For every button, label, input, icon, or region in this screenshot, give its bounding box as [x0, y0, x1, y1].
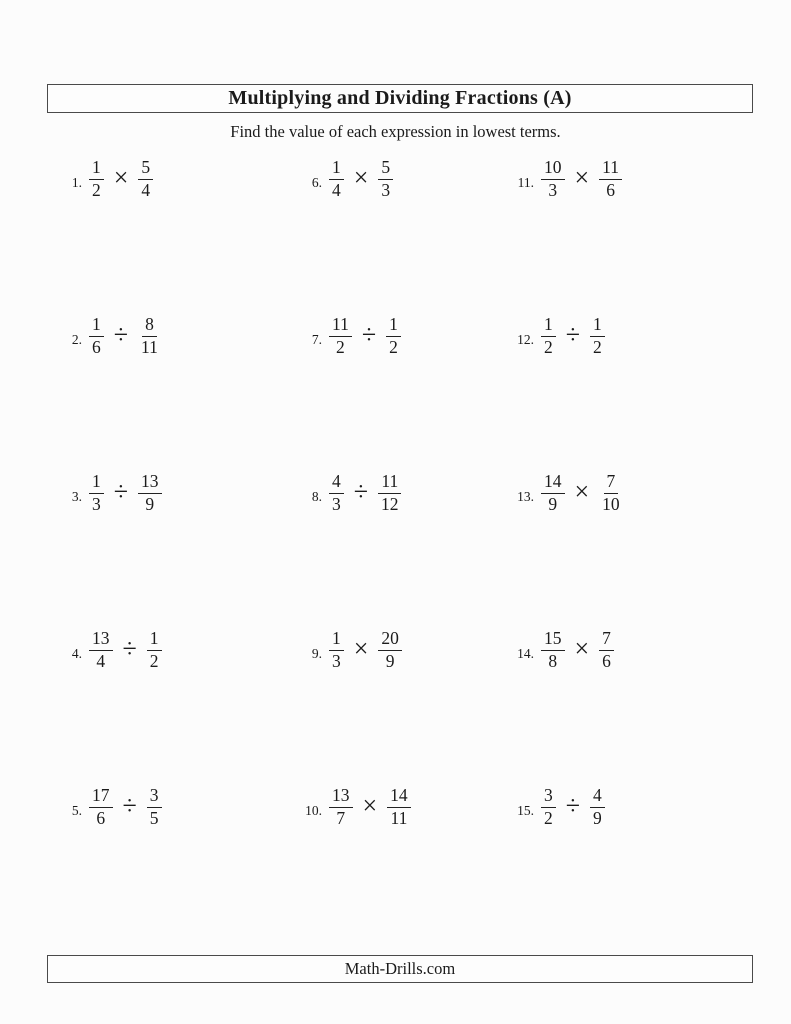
fraction: [329, 158, 344, 200]
numerator: 1: [590, 315, 605, 337]
operator: ×: [353, 634, 369, 663]
numerator: 13: [329, 786, 353, 808]
fraction: [599, 472, 623, 514]
numerator: 3: [541, 786, 556, 808]
denominator: 2: [544, 807, 553, 828]
fraction: [599, 158, 622, 200]
problem-13: [510, 464, 771, 522]
denominator: 6: [96, 807, 106, 828]
numerator: 7: [604, 472, 619, 494]
denominator: 2: [389, 336, 398, 357]
fraction: [329, 786, 353, 828]
fraction: [541, 158, 565, 200]
denominator: 3: [92, 493, 101, 514]
denominator: 10: [602, 493, 620, 514]
problem-15: [510, 778, 771, 836]
numerator: 14: [387, 786, 411, 808]
numerator: 15: [541, 629, 565, 651]
fraction: [89, 315, 104, 357]
denominator: 2: [544, 336, 553, 357]
numerator: 7: [599, 629, 614, 651]
numerator: 1: [147, 629, 162, 651]
fraction: [329, 472, 344, 514]
numerator: 1: [386, 315, 401, 337]
denominator: 2: [336, 336, 345, 357]
problem-number: 6.: [311, 175, 322, 190]
numerator: 1: [541, 315, 556, 337]
fraction: [378, 472, 402, 514]
fraction: [89, 786, 113, 828]
operator: ×: [574, 163, 590, 192]
denominator: 4: [332, 179, 341, 200]
numerator: 8: [142, 315, 157, 337]
numerator: 11: [599, 158, 622, 180]
numerator: 1: [89, 315, 104, 337]
numerator: 5: [138, 158, 153, 180]
numerator: 1: [329, 158, 344, 180]
numerator: 4: [590, 786, 605, 808]
fraction: [89, 629, 113, 671]
operator: ÷: [565, 320, 581, 349]
denominator: 4: [141, 179, 151, 200]
problem-number: 15.: [517, 803, 534, 818]
operator: ÷: [122, 634, 137, 663]
denominator: 9: [548, 493, 558, 514]
fraction: [138, 158, 153, 200]
denominator: 6: [606, 179, 615, 200]
problem-3: [58, 464, 298, 522]
problems-grid: [58, 150, 771, 935]
fraction: [138, 315, 161, 357]
problem-number: 8.: [311, 489, 322, 504]
problem-14: [510, 621, 771, 679]
problem-8: [298, 464, 510, 522]
numerator: 5: [378, 158, 393, 180]
fraction: [541, 315, 556, 357]
operator: ÷: [353, 477, 369, 506]
numerator: 11: [329, 315, 352, 337]
problem-9: [298, 621, 510, 679]
fraction: [138, 472, 162, 514]
operator: ×: [574, 634, 590, 663]
problem-10: [298, 778, 510, 836]
denominator: 3: [548, 179, 558, 200]
denominator: 9: [593, 807, 602, 828]
problem-number: 2.: [71, 332, 82, 347]
denominator: 9: [145, 493, 155, 514]
problem-number: 10.: [305, 803, 322, 818]
denominator: 2: [92, 179, 101, 200]
page-title: Multiplying and Dividing Fractions (A): [228, 87, 572, 109]
denominator: 2: [149, 650, 159, 671]
denominator: 9: [385, 650, 395, 671]
numerator: 17: [89, 786, 113, 808]
fraction: [599, 629, 614, 671]
problem-number: 4.: [71, 646, 82, 661]
fraction: [541, 472, 565, 514]
problem-1: [58, 150, 298, 208]
denominator: 3: [381, 179, 391, 200]
numerator: 13: [138, 472, 162, 494]
denominator: 6: [602, 650, 611, 671]
operator: ×: [574, 477, 590, 506]
operator: ÷: [361, 320, 377, 349]
problem-4: [58, 621, 298, 679]
footer-box: [47, 955, 753, 983]
operator: ÷: [122, 791, 137, 820]
problem-number: 1.: [71, 175, 82, 190]
numerator: 4: [329, 472, 344, 494]
numerator: 10: [541, 158, 565, 180]
numerator: 1: [329, 629, 344, 651]
operator: ×: [353, 163, 369, 192]
fraction: [89, 158, 104, 200]
problem-number: 5.: [71, 803, 82, 818]
denominator: 11: [141, 336, 158, 357]
operator: ÷: [113, 477, 129, 506]
numerator: 20: [378, 629, 402, 651]
operator: ×: [362, 791, 378, 820]
fraction: [329, 629, 344, 671]
problem-number: 7.: [311, 332, 322, 347]
denominator: 2: [593, 336, 602, 357]
problem-5: [58, 778, 298, 836]
numerator: 14: [541, 472, 565, 494]
denominator: 6: [92, 336, 101, 357]
numerator: 13: [89, 629, 113, 651]
fraction: [541, 629, 565, 671]
denominator: 12: [381, 493, 399, 514]
title-box: [47, 84, 753, 113]
numerator: 1: [89, 472, 104, 494]
numerator: 3: [147, 786, 162, 808]
fraction: [147, 629, 162, 671]
fraction: [89, 472, 104, 514]
denominator: 3: [332, 493, 341, 514]
fraction: [590, 786, 605, 828]
operator: ÷: [565, 791, 581, 820]
footer-text: Math-Drills.com: [344, 959, 456, 978]
problem-number: 11.: [517, 175, 534, 190]
denominator: 4: [96, 650, 106, 671]
fraction: [541, 786, 556, 828]
problem-6: [298, 150, 510, 208]
problem-number: 3.: [71, 489, 82, 504]
operator: ÷: [113, 320, 129, 349]
problem-7: [298, 307, 510, 365]
fraction: [378, 629, 402, 671]
denominator: 11: [390, 807, 408, 828]
fraction: [147, 786, 162, 828]
problem-12: [510, 307, 771, 365]
problem-number: 9.: [311, 646, 322, 661]
fraction: [329, 315, 352, 357]
fraction: [590, 315, 605, 357]
instruction-text: Find the value of each expression in lowest terms.: [230, 122, 561, 141]
problem-number: 14.: [517, 646, 534, 661]
problem-2: [58, 307, 298, 365]
denominator: 3: [332, 650, 341, 671]
fraction: [386, 315, 401, 357]
denominator: 5: [149, 807, 159, 828]
fraction: [378, 158, 393, 200]
numerator: 1: [89, 158, 104, 180]
numerator: 11: [378, 472, 401, 494]
problem-number: 13.: [517, 489, 534, 504]
denominator: 7: [336, 807, 346, 828]
operator: ×: [113, 163, 129, 192]
problem-11: [510, 150, 771, 208]
denominator: 8: [548, 650, 558, 671]
fraction: [387, 786, 411, 828]
problem-number: 12.: [517, 332, 534, 347]
